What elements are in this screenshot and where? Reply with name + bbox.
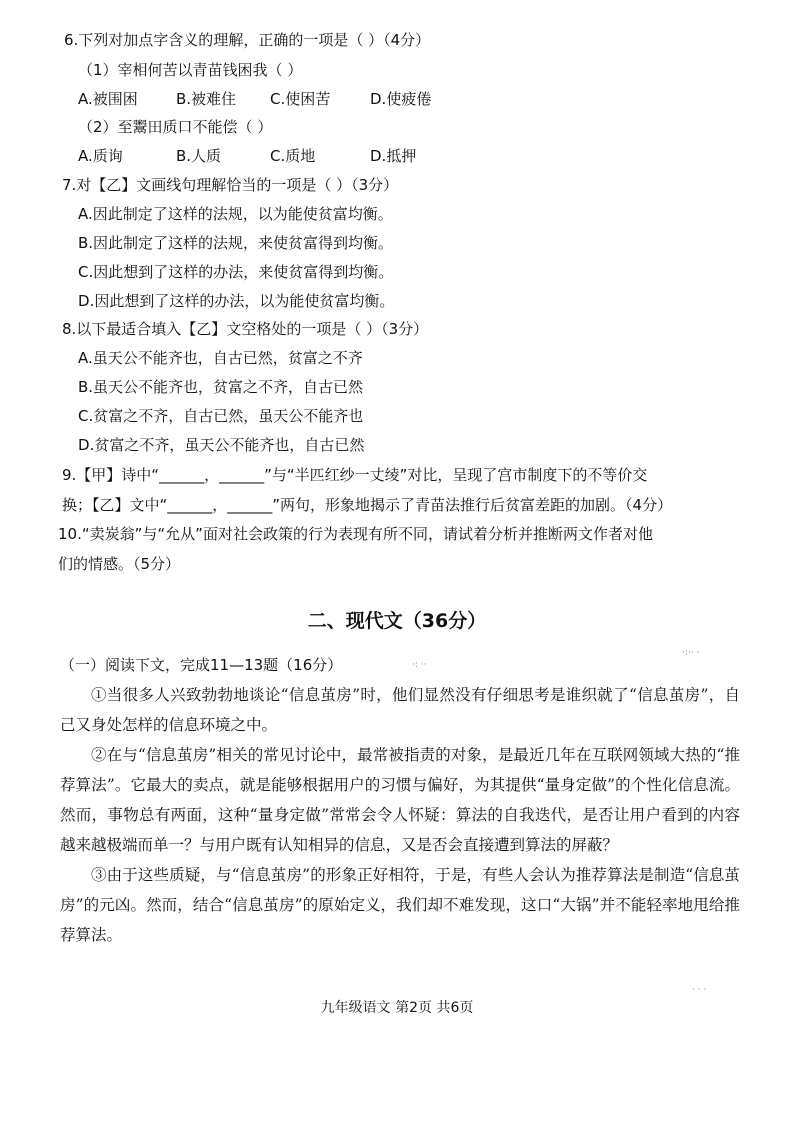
passage [60, 680, 740, 950]
q6-sub2-option-c: C.质地 [270, 147, 316, 165]
q8-option-a: A.虽天公不能齐也，自古已然，贫富之不齐 [78, 349, 363, 367]
q6-sub1-option-c: C.使困苦 [270, 90, 331, 108]
q6-sub1-option-d: D.使疲倦 [370, 90, 432, 108]
page-footer: 九年级语文 第2页 共6页 [320, 1000, 474, 1016]
scan-speck: ·: ·· [412, 660, 427, 670]
scan-speck: ·:·· · [682, 648, 700, 658]
q7-option-d: D.因此想到了这样的办法，以为能使贫富均衡。 [78, 292, 395, 310]
q7-option-c: C.因此想到了这样的办法，来使贫富得到均衡。 [78, 263, 394, 281]
q8-option-b: B.虽天公不能齐也，贫富之不齐，自古已然 [78, 378, 364, 396]
q8-option-c: C.贫富之不齐，自古已然，虽天公不能齐也 [78, 407, 364, 425]
q9-line1: 9.【甲】诗中“______，______”与“半匹红纱一丈绫”对比，呈现了宫市制度下的不等价交 [62, 466, 648, 484]
passage-paragraph-2: ②在与“信息茧房”相关的常见讨论中，最常被指责的对象，是最近几年在互联网领域大热的“推荐算法”。它最大的卖点，就是能够根据用户的习惯与偏好，为其提供“量身定做”的个性化信息流。然而，事物总有两面，这种“量身定做”常常会令人怀疑：算法的自我迭代，是否让用户看到的内容越来越极端而单一？与用户既有认知相异的信息，又是否会直接遭到算法的屏蔽？ [60, 746, 740, 854]
q6-sub2-option-b: B.人质 [176, 147, 222, 165]
scan-speck: · · · [692, 985, 707, 995]
q6-sub2-options [78, 146, 478, 166]
q7-option-a: A.因此制定了这样的法规，以为能使贫富均衡。 [78, 205, 393, 223]
q6-sub2-option-a: A.质询 [78, 147, 123, 165]
passage-paragraph-1: ①当很多人兴致勃勃地谈论“信息茧房”时，他们显然没有仔细思考是谁织就了“信息茧房”，自己又身处怎样的信息环境之中。 [60, 686, 740, 734]
q6-sub1: （1）宰相何苦以青苗钱困我（ ） [78, 61, 303, 79]
q6-sub1-option-b: B.被难住 [176, 90, 237, 108]
q9-line2: 换；【乙】文中“______，______”两句，形象地揭示了青苗法推行后贫富差距的加剧。（4分） [62, 496, 673, 514]
q8-stem: 8.以下最适合填入【乙】文空格处的一项是（ ）（3分） [62, 320, 429, 338]
q7-option-b: B.因此制定了这样的法规，来使贫富得到均衡。 [78, 234, 394, 252]
q8-option-d: D.贫富之不齐，虽天公不能齐也，自古已然 [78, 436, 365, 454]
q10-line1: 10.“卖炭翁”与“允从”面对社会政策的行为表现有所不同，请试着分析并推断两文作者对他 [58, 525, 653, 543]
reading-subheading: （一）阅读下文，完成11—13题（16分） [60, 656, 343, 674]
q6-sub1-option-a: A.被围困 [78, 90, 138, 108]
section-title: 二、现代文（36分） [307, 610, 487, 632]
q6-sub1-options [78, 89, 478, 109]
q7-stem: 7.对【乙】文画线句理解恰当的一项是（ ）（3分） [62, 176, 399, 194]
q6-stem: 6.下列对加点字含义的理解，正确的一项是（ ）（4分） [64, 31, 431, 49]
q10-line2: 们的情感。（5分） [58, 555, 181, 573]
q6-sub2-option-d: D.抵押 [370, 147, 417, 165]
q6-sub2: （2）至鬻田质口不能偿（ ） [78, 118, 273, 136]
passage-paragraph-3: ③由于这些质疑，与“信息茧房”的形象正好相符，于是，有些人会认为推荐算法是制造“信息茧房”的元凶。然而，结合“信息茧房”的原始定义，我们却不难发现，这口“大锅”并不能轻率地甩给推荐算法。 [60, 866, 740, 944]
